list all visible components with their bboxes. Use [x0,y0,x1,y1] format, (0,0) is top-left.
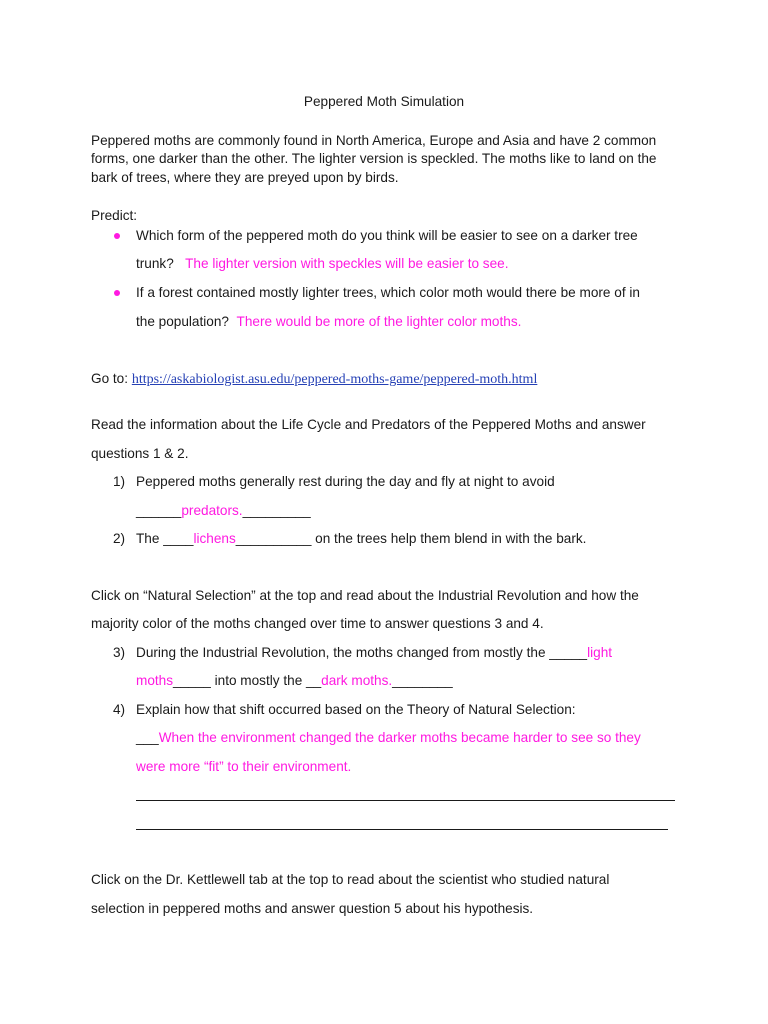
page-title: Peppered Moth Simulation [303,94,465,109]
answer-rule [136,800,675,801]
kettlewell-line-2: selection in peppered moths and answer question 5 about his hypothesis. [91,901,534,916]
predict-question-2-cont [136,314,521,329]
predict-answer-2: There would be more of the lighter color moths. [236,314,522,329]
question-4-answer: When the environment changed the darker moths became harder to see so they [158,730,641,745]
question-2-answer: lichens [193,531,236,546]
question-3-line-2 [136,673,453,688]
bullet-icon [114,233,120,239]
question-3-middle: _____ into mostly the __ [173,673,322,688]
predict-question-1-cont [136,256,509,271]
read-info-line-2: questions 1 & 2. [91,446,189,461]
question-4-answer-line-2: were more “fit” to their environment. [136,759,352,774]
question-4-text: Explain how that shift occurred based on the Theory of Natural Selection: [136,702,576,717]
blank: ________ [392,673,453,688]
blank: ______ [136,503,182,518]
kettlewell-line-1: Click on the Dr. Kettlewell tab at the top to read about the scientist who studied natural [91,872,610,887]
blank: ___ [136,730,159,745]
read-info-line-1: Read the information about the Life Cycle and Predators of the Peppered Moths and answer [91,417,646,432]
question-4-answer-line-1 [136,730,641,745]
natural-selection-line-2: majority color of the moths changed over time to answer questions 3 and 4. [91,616,544,631]
question-2-line [136,531,586,546]
question-2-suffix: __________ on the trees help them blend in with the bark. [235,531,587,546]
question-number: 4) [113,702,126,717]
predict-answer-1: The lighter version with speckles will be easier to see. [185,256,509,271]
question-1-answer-line [136,503,311,518]
question-2-prefix: The ____ [136,531,194,546]
natural-selection-line-1: Click on “Natural Selection” at the top and read about the Industrial Revolution and how the [91,588,639,603]
question-3-prefix: During the Industrial Revolution, the moths changed from mostly the _____ [136,645,588,660]
intro-line-2: forms, one darker than the other. The lighter version is speckled. The moths like to land on the [91,151,657,166]
predict-question-1-tail: trunk? [136,256,174,271]
intro-line-1: Peppered moths are commonly found in North America, Europe and Asia and have 2 common [91,133,657,148]
question-number: 3) [113,645,126,660]
question-3-answer-1b: moths [136,673,174,688]
goto-line [91,371,537,388]
question-3-line-1 [136,645,612,660]
blank: _________ [242,503,311,518]
question-number: 2) [113,531,126,546]
predict-question-2: If a forest contained mostly lighter trees, which color moth would there be more of in [136,285,640,300]
predict-question-1: Which form of the peppered moth do you think will be easier to see on a darker tree [136,228,638,243]
predict-heading: Predict: [91,208,138,223]
bullet-icon [114,290,120,296]
question-1-answer: predators. [181,503,243,518]
simulation-link[interactable]: https://askabiologist.asu.edu/peppered-moths-game/peppered-moth.html [131,372,538,387]
goto-label: Go to: [91,371,129,386]
answer-rule [136,829,668,830]
question-1-text: Peppered moths generally rest during the day and fly at night to avoid [136,474,555,489]
predict-question-2-tail: the population? [136,314,229,329]
question-3-answer-2: dark moths. [321,673,393,688]
question-number: 1) [113,474,126,489]
question-3-answer-1a: light [587,645,613,660]
intro-line-3: bark of trees, where they are preyed upon by birds. [91,170,399,185]
